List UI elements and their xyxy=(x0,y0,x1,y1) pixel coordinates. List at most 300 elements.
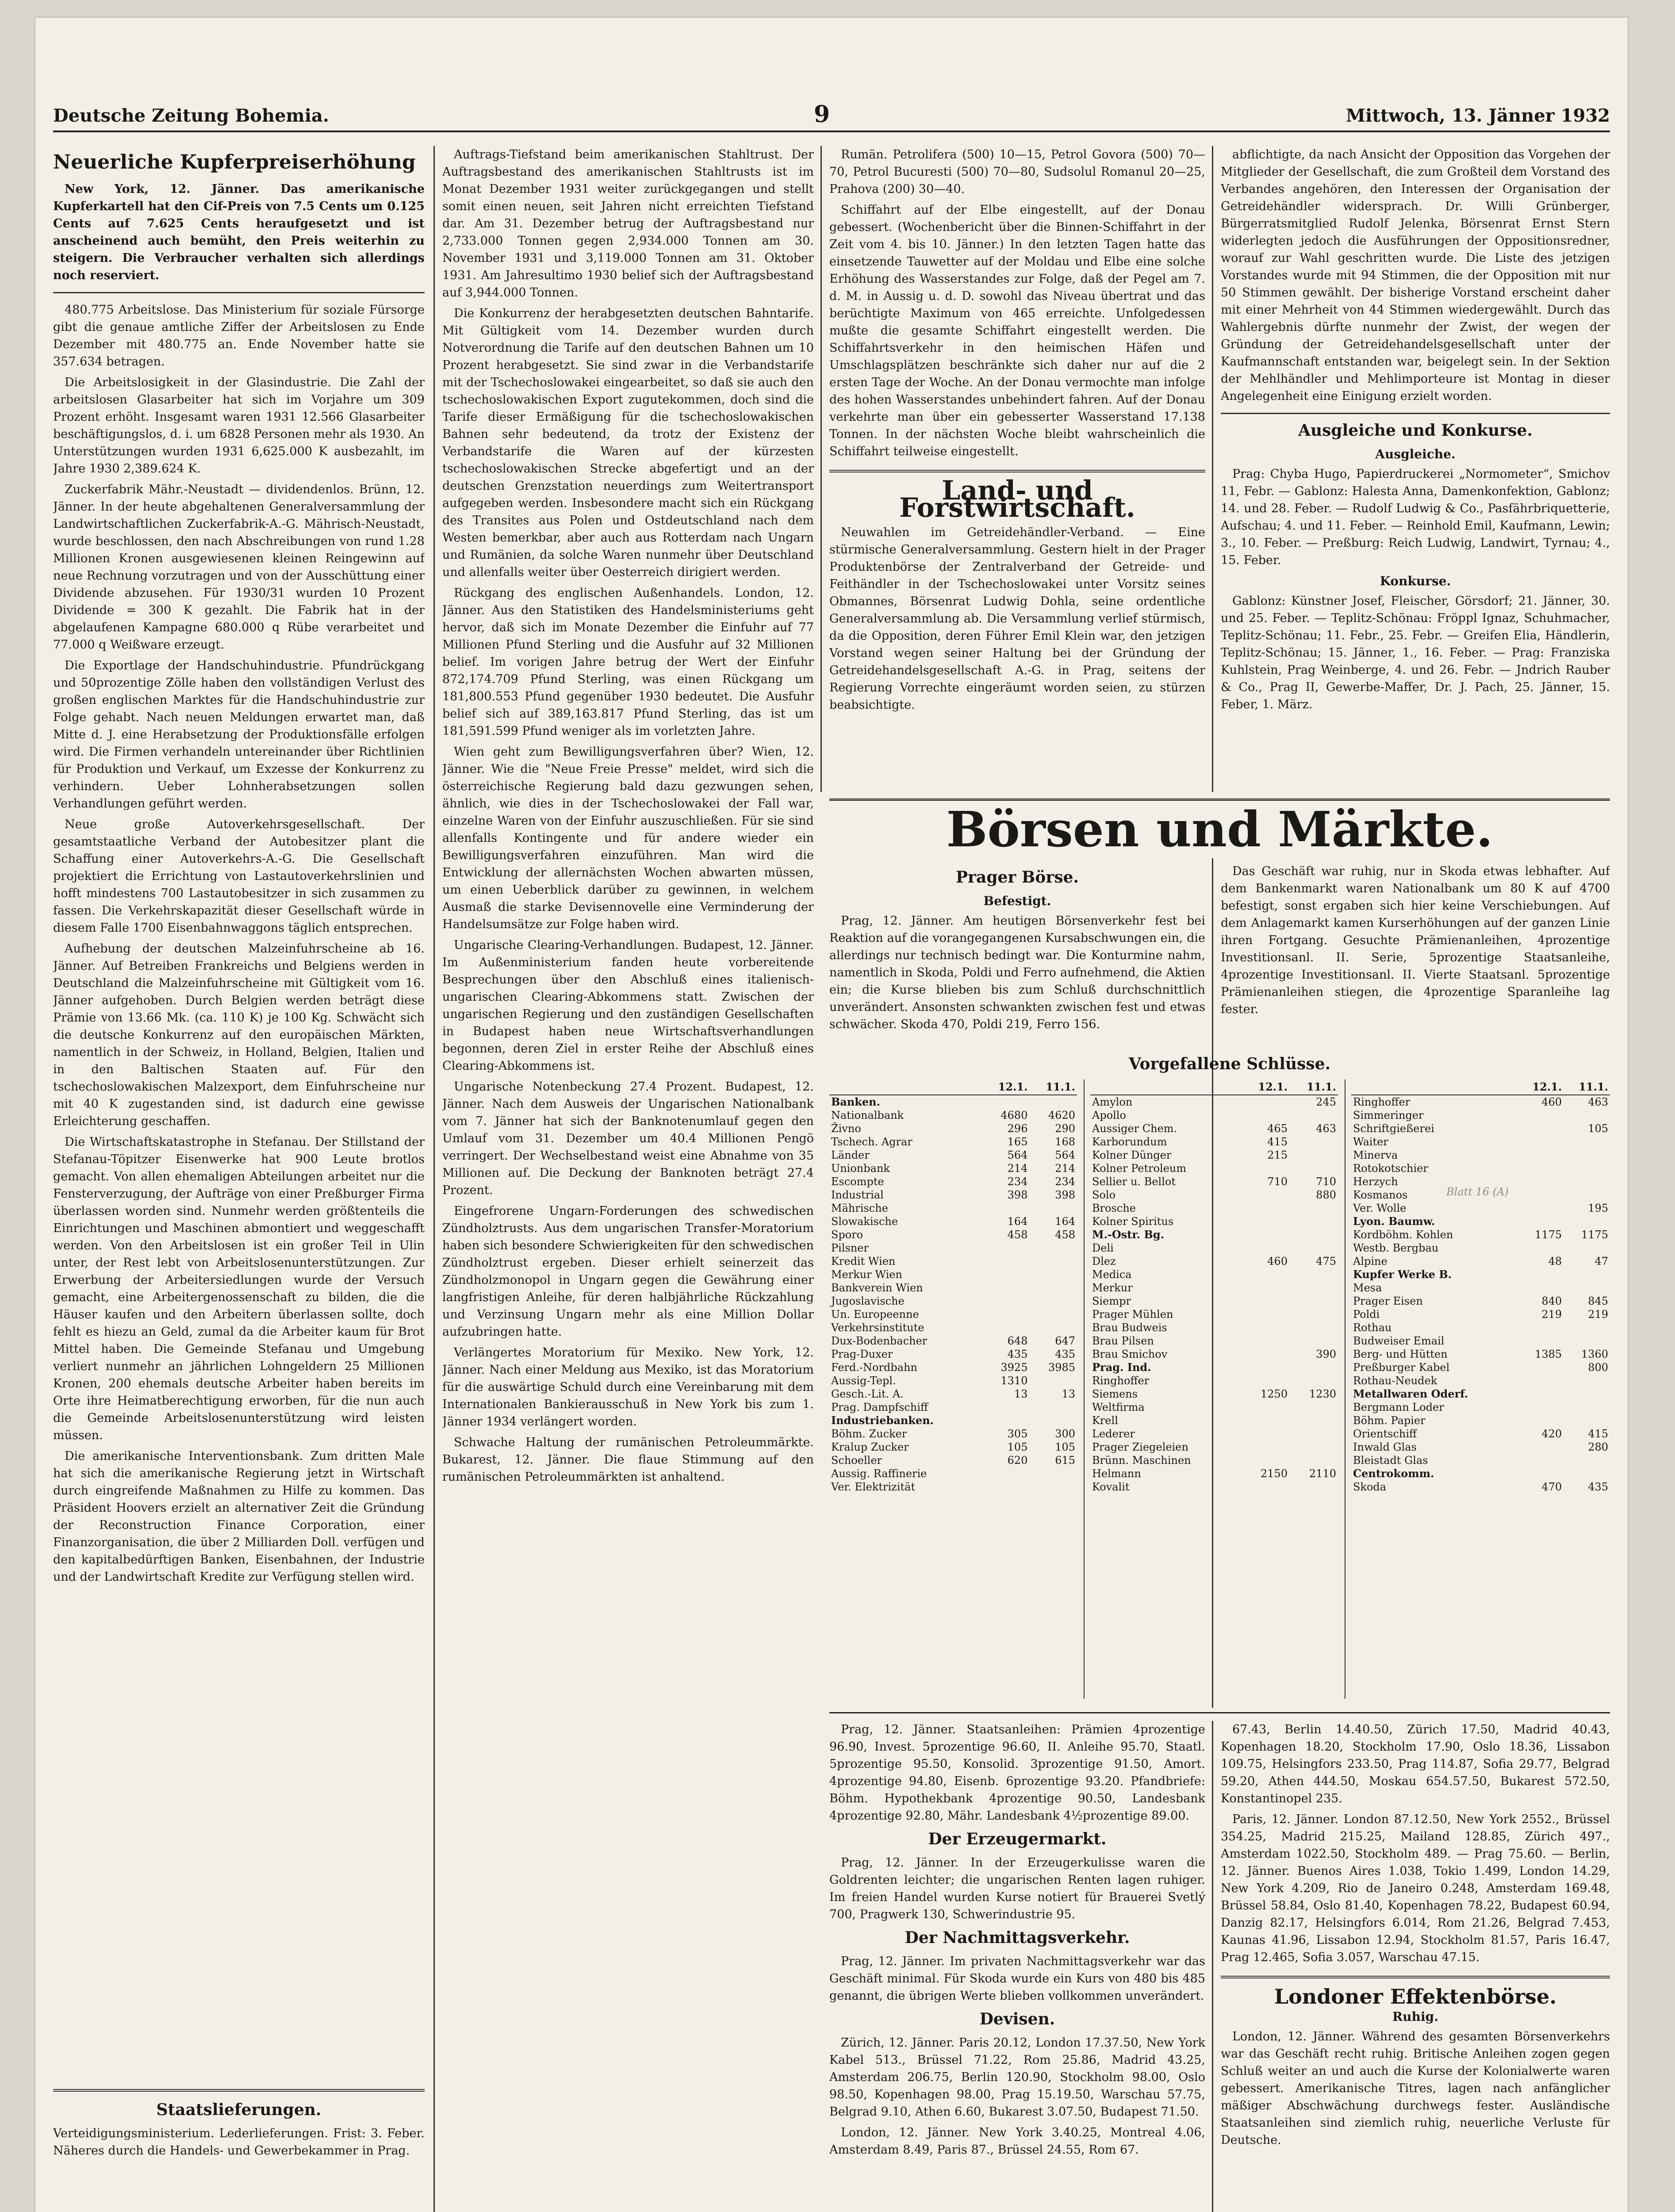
security-name: Escompte xyxy=(831,1175,884,1188)
security-name: Industriebanken. xyxy=(831,1414,934,1427)
quote-value xyxy=(1517,1414,1564,1427)
security-name: Böhm. Zucker xyxy=(831,1428,907,1440)
security-name: Herzych xyxy=(1353,1175,1398,1188)
quote-value: 214 xyxy=(1055,1162,1075,1175)
security-name: Banken. xyxy=(831,1095,880,1108)
quote-value xyxy=(1241,1361,1289,1374)
table-row xyxy=(1090,1281,1338,1294)
article-paragraph: Eingefrorene Ungarn-Forderungen des schwedischen Zündholztrusts. Aus dem ungarischen Transfer-Moratorium haben sich besondere Schwierigkeiten für den schwedischen Zündholztrust ergeben. Dieser erhielt seinerzeit das Zündholzmonopol in Ungarn gegen die Gewährung einer langfristigen Anleihe, für deren halbjährliche Rückzahlung und Verzinsung Ungarn mehr als eine Million Dollar aufzubringen hatte. xyxy=(442,1204,814,1339)
col-header: 11.1. xyxy=(1289,1079,1338,1095)
quote-value xyxy=(1289,1162,1338,1175)
quote-value xyxy=(1289,1480,1338,1494)
table-row xyxy=(1090,1308,1338,1321)
quote-value: 398 xyxy=(1007,1189,1028,1201)
table-row xyxy=(829,1387,1077,1401)
quote-value xyxy=(1517,1281,1564,1294)
quote-value xyxy=(1289,1374,1338,1387)
quote-value: 800 xyxy=(1588,1361,1608,1374)
column-4 xyxy=(1221,146,1610,792)
table-row xyxy=(1090,1374,1338,1387)
table-row xyxy=(1351,1228,1610,1241)
quote-value xyxy=(1517,1467,1564,1480)
security-name: Ringhoffer xyxy=(1353,1096,1411,1108)
quote-value: 465 xyxy=(1267,1122,1288,1135)
security-name: Ver. Elektrizität xyxy=(831,1481,916,1493)
quote-value: 296 xyxy=(1007,1122,1028,1135)
security-name: Brosche xyxy=(1092,1202,1136,1214)
quote-value xyxy=(1564,1135,1610,1148)
quote-value xyxy=(982,1095,1030,1109)
article-paragraph: Schwache Haltung der rumänischen Petroleummärkte. Bukarest, 12. Jänner. Die flaue Stimmung auf den rumänischen Petroleummärkten ist anhaltend. xyxy=(442,1436,814,1484)
quote-value xyxy=(1564,1321,1610,1334)
security-name: Weltfirma xyxy=(1092,1401,1145,1413)
quotes-table xyxy=(1090,1079,1338,1494)
issue-date: Mittwoch, 13. Jänner 1932 xyxy=(1345,105,1610,126)
quote-value xyxy=(1241,1427,1289,1440)
prague-exchange-continued xyxy=(1221,863,1610,1048)
quote-value xyxy=(1241,1095,1289,1109)
security-name: Lyon. Baumw. xyxy=(1353,1215,1435,1228)
section-title-markets: Börsen und Märkte. xyxy=(946,801,1493,858)
quote-value xyxy=(1241,1281,1289,1294)
prague-exchange xyxy=(829,863,1205,1048)
security-name: Lederer xyxy=(1092,1428,1135,1440)
table-row xyxy=(829,1268,1077,1281)
quote-value xyxy=(1564,1281,1610,1294)
quote-value xyxy=(1517,1175,1564,1188)
article-paragraph: Die Wirtschaftskatastrophe in Stefanau. Der Stillstand der Stefanau-Töpitzer Eisenwerke hat 900 Leute brotlos gemacht. Von allen ehemaligen Abteilungen arbeitet nur die Fensterverzugung, der Aufträge von einer Preßburger Firma überlassen worden sind. Nunmehr werden größtenteils die Einrichtungen und Maschinen abmontiert und weggeschafft werden. Von den Arbeitslosen ist ein großer Teil in Ulin unter, der Rest lebt von Arbeitslosenunterstützungen. Zur Erwerbung der Arbeitersiedlungen wurde der Versuch gemacht, eine Arbeitergenossenschaft zu bilden, die die Häuser kaufen und den Arbeitern überlassen sollte, doch fehlt es hiezu an Geld, zumal da die Arbeiter kaum für Brot Mittel haben. Die Gemeinde Stefanau und Umgebung verliert nunmehr an jährlichen Lohngeldern 25 Millionen Kronen, 200 ehemals deutsche Arbeiter haben bereits im Orte ihre Heimatberechtigung erworben, für die nun auch die Gemeinde Arbeitslosenunterstützung wird leisten müssen. xyxy=(53,1135,425,1442)
separator xyxy=(1221,1976,1610,1978)
article-title: Neuerliche Kupferpreiserhöhung xyxy=(53,151,416,173)
security-name: Gesch.-Lit. A. xyxy=(831,1388,904,1400)
security-name: Kredit Wien xyxy=(831,1255,896,1267)
quote-value xyxy=(1289,1281,1338,1294)
security-name: Brünn. Maschinen xyxy=(1092,1454,1191,1467)
security-name: Schoeller xyxy=(831,1454,882,1467)
table-row xyxy=(829,1095,1077,1109)
security-name: Un. Europeenne xyxy=(831,1308,919,1321)
quote-value xyxy=(1517,1454,1564,1467)
quote-value xyxy=(1517,1387,1564,1401)
table-row xyxy=(1351,1268,1610,1281)
table-row xyxy=(829,1255,1077,1268)
article-paragraph: 67.43, Berlin 14.40.50, Zürich 17.50, Madrid 40.43, Kopenhagen 18.20, Stockholm 17.90, Oslo 18.36, Lissabon 109.75, Helsingfors 233.50, Prag 114.87, Sofia 29.77, Belgrad 59.20, Athen 444.50, Moskau 654.57.50, Bukarest 572.50, Konstantinopel 235. xyxy=(1221,1723,1610,1805)
table-row xyxy=(1351,1109,1610,1122)
table-row xyxy=(829,1162,1077,1175)
security-name: Kosmanos xyxy=(1353,1189,1408,1201)
quote-value: 1230 xyxy=(1309,1388,1336,1400)
article-paragraph: Aufhebung der deutschen Malzeinfuhrscheine ab 16. Jänner. Auf Betreiben Frankreichs und Belgiens werden in Deutschland die Malzeinfuhrscheine mit Gültigkeit vom 16. Jänner aufgehoben. Durch Belgien werden beträgt diese Prämie von 13.66 Mk. (ca. 110 K) je 100 Kg. Schwächt sich die deutsche Konkurrenz auf den europäischen Märkten, namentlich in der Schweiz, in Holland, Belgien, Italien und in den Baltischen Staaten auf. Für den tschechoslowakischen Malzexport, dem Einfuhrscheine nur mit 40 K zugestanden sind, ist dadurch eine gewisse Erleichterung geschaffen. xyxy=(53,942,425,1128)
subsection-title: Konkurse. xyxy=(1380,574,1451,588)
notice-box xyxy=(53,2079,425,2159)
table-row xyxy=(1351,1255,1610,1268)
security-name: Ringhoffer xyxy=(1092,1375,1150,1387)
article-paragraph: Prag, 12. Jänner. In der Erzeugerkulisse waren die Goldrenten leichter; die ungarischen Renten lagen ruhiger. Im freien Handel wurden Kurse notiert für Brauerei Svetlý 700, Pragwerk 130, Schwerindustrie 95. xyxy=(829,1856,1205,1921)
article-paragraph: Ungarische Notenbeckung 27.4 Prozent. Budapest, 12. Jänner. Nach dem Ausweis der Ungarischen Nationalbank vom 7. Jänner hat sich der Banknotenumlauf gegen den Umlauf vom 31. Dezember um 40.4 Millionen Pengö verringert. Der Wechselbestand weist eine Abnahme von 35 Millionen auf. Die Deckung der Banknoten beträgt 27.4 Prozent. xyxy=(442,1080,814,1197)
security-name: Simmeringer xyxy=(1353,1109,1424,1121)
newspaper-name: Deutsche Zeitung Bohemia. xyxy=(53,105,329,126)
margin-mark: Blatt 16 (A) xyxy=(1446,1186,1509,1198)
table-row xyxy=(1090,1255,1338,1268)
quote-value xyxy=(982,1467,1030,1480)
quote-value xyxy=(1517,1361,1564,1374)
security-name: Prager Ziegeleien xyxy=(1092,1441,1188,1453)
table-row xyxy=(829,1361,1077,1374)
quote-value: 710 xyxy=(1316,1175,1336,1188)
article-paragraph: Die Arbeitslosigkeit in der Glasindustrie. Die Zahl der arbeitslosen Glasarbeiter hat sich im Vorjahre um 309 Prozent erhöht. Insgesamt waren 1931 12.566 Glasarbeiter beschäftigungslos, d. i. um 6828 Personen mehr als 1930. An Unterstützungen wurden 1931 6,625.000 K ausbezahlt, im Jahre 1930 2,389.624 K. xyxy=(53,376,425,476)
table-row xyxy=(829,1374,1077,1387)
quote-table-1 xyxy=(829,1079,1077,1494)
quote-value xyxy=(1564,1454,1610,1467)
devisen-title: Devisen. xyxy=(979,2010,1055,2028)
table-row xyxy=(1351,1427,1610,1440)
security-name: Kovalit xyxy=(1092,1481,1130,1493)
security-name: Verkehrsinstitute xyxy=(831,1321,924,1334)
table-row xyxy=(1090,1175,1338,1188)
table-row xyxy=(1090,1095,1338,1109)
quote-value: 48 xyxy=(1548,1255,1562,1267)
article-paragraph: Verlängertes Moratorium für Mexiko. New York, 12. Jänner. Nach einer Meldung aus Mexiko, ist das Moratorium für die auswärtige Schuld durch eine Vereinbarung mit dem Internationalen Bankierausschuß in New York bis zum 1. Jänner 1934 verlängert worden. xyxy=(442,1346,814,1429)
security-name: Prag. Ind. xyxy=(1092,1361,1151,1374)
security-name: Prager Eisen xyxy=(1353,1295,1423,1307)
table-row xyxy=(1351,1321,1610,1334)
article-paragraph: Prag, 12. Jänner. Im privaten Nachmittagsverkehr war das Geschäft minimal. Für Skoda wurde ein Kurs von 480 bis 485 genannt, die übrigen Werte blieben vollkommen unverändert. xyxy=(829,1955,1205,2003)
security-name: Waiter xyxy=(1353,1136,1388,1148)
quote-value: 105 xyxy=(1588,1122,1608,1135)
table-row xyxy=(1351,1467,1610,1480)
article-paragraph: Prag, 12. Jänner. Staatsanleihen: Prämien 4prozentige 96.90, Invest. 5prozentige 96.60, II. Anleihe 95.70, Staatl. 5prozentige 95.50, Konsolid. 3prozentige 91.50, Amort. 4prozentige 94.80, Eisenb. 6prozentige 93.20. Pfandbriefe: Böhm. Hypothekbank 4prozentige 90.50, Landesbank 4prozentige 92.80, Mähr. Landesbank 4½prozentige 89.00. xyxy=(829,1723,1205,1823)
quote-value xyxy=(1029,1241,1077,1255)
table-row xyxy=(829,1480,1077,1494)
security-name: Orientschiff xyxy=(1353,1428,1417,1440)
quote-value: 710 xyxy=(1267,1175,1288,1188)
table-row xyxy=(1351,1281,1610,1294)
page-number: 9 xyxy=(814,101,830,128)
quotes-table xyxy=(829,1079,1077,1494)
security-name: Nationalbank xyxy=(831,1109,904,1121)
table-row xyxy=(829,1308,1077,1321)
afternoon-title: Der Nachmittagsverkehr. xyxy=(905,1928,1130,1947)
article-lead: New York, 12. Jänner. Das amerikanische Kupferkartell hat den Cif-Preis von 7.5 Cents um 0.125 Cents auf 7.625 Cents heraufgesetzt und ist anscheinend auch bemüht, den Preis weiterhin zu steigern. Die Verbraucher verhalten sich allerdings noch reserviert. xyxy=(53,182,425,282)
table-row xyxy=(1090,1202,1338,1215)
quote-value: 470 xyxy=(1541,1481,1562,1493)
table-row xyxy=(1351,1454,1610,1467)
quote-value xyxy=(1517,1135,1564,1148)
quote-value: 564 xyxy=(1007,1149,1028,1161)
security-name: M.-Ostr. Bg. xyxy=(1092,1228,1164,1241)
quote-value xyxy=(1241,1241,1289,1255)
quote-value: 415 xyxy=(1267,1136,1288,1148)
security-name: Alpine xyxy=(1353,1255,1388,1267)
table-row xyxy=(829,1148,1077,1162)
col-header: 12.1. xyxy=(1241,1079,1289,1095)
security-name: Böhm. Papier xyxy=(1353,1414,1426,1427)
quote-value: 13 xyxy=(1014,1388,1028,1400)
table-row xyxy=(1090,1414,1338,1427)
table-row xyxy=(1090,1480,1338,1494)
quote-value: 390 xyxy=(1316,1348,1336,1360)
quote-value xyxy=(1289,1241,1338,1255)
quote-value xyxy=(1241,1348,1289,1361)
col-header xyxy=(1090,1079,1241,1095)
quote-value: 2110 xyxy=(1309,1467,1336,1480)
quotes-table xyxy=(1351,1079,1610,1494)
security-name: Rothau xyxy=(1353,1321,1392,1334)
article-paragraph: Die amerikanische Interventionsbank. Zum dritten Male hat sich die amerikanische Regierung jetzt in Wirtschaft durch eingreifende Maßnahmen zu Hilfe zu kommen. Das Präsident Hoovers erzielt an alternativer Zeit die Gründung der Reconstruction Finance Corporation, einer Finanzorganisation, die über 2 Milliarden Doll. verfügen und den kapitalbedürftigen Banken, Eisenbahnen, der Industrie und der Landwirtschaft Kredite zur Verfügung stellen wird. xyxy=(53,1449,425,1584)
quote-value xyxy=(1564,1387,1610,1401)
quote-value xyxy=(1517,1268,1564,1281)
security-name: Schriftgießerei xyxy=(1353,1122,1434,1135)
table-row xyxy=(829,1440,1077,1454)
security-name: Prag. Dampfschiff xyxy=(831,1401,928,1413)
table-row xyxy=(1090,1162,1338,1175)
quote-value xyxy=(1241,1374,1289,1387)
table-row xyxy=(829,1427,1077,1440)
london-exchange-subtitle: Ruhig. xyxy=(1392,2009,1438,2024)
table-row xyxy=(829,1454,1077,1467)
quote-value: 13 xyxy=(1062,1388,1075,1400)
column-rule xyxy=(1084,1079,1085,1699)
col-header xyxy=(829,1079,982,1095)
quote-value xyxy=(1517,1374,1564,1387)
quote-value xyxy=(1241,1109,1289,1122)
table-row xyxy=(1351,1202,1610,1215)
security-name: Solo xyxy=(1092,1189,1116,1201)
quote-value xyxy=(1029,1414,1077,1427)
quote-value: 458 xyxy=(1055,1229,1075,1241)
quote-value: 164 xyxy=(1007,1215,1028,1228)
quote-value xyxy=(1517,1122,1564,1135)
table-row xyxy=(829,1122,1077,1135)
quote-value xyxy=(1564,1175,1610,1188)
article-paragraph: Die Exportlage der Handschuhindustrie. Pfundrückgang und 50prozentige Zölle haben den vollständigen Verlust des großen englischen Marktes für die Handschuhindustrie zur Folge gehabt. Nach neuen Meldungen erwartet man, daß Mitte d. J. eine Herabsetzung der Produktionsfälle erfolgen wird. Die Firmen verhandeln untereinander über Richtlinien für Produktion und Verkauf, um Exzesse der Konkurrenz zu verhindern. Ueber Lohnherabsetzungen sollen Verhandlungen geführt werden. xyxy=(53,659,425,810)
security-name: Preßburger Kabel xyxy=(1353,1361,1450,1374)
table-row xyxy=(1351,1348,1610,1361)
security-name: Brau Smichov xyxy=(1092,1348,1168,1360)
quote-value xyxy=(1517,1334,1564,1348)
quote-value xyxy=(1029,1308,1077,1321)
quote-value xyxy=(1289,1308,1338,1321)
security-name: Budweiser Email xyxy=(1353,1335,1445,1347)
quote-value xyxy=(1564,1401,1610,1414)
security-name: Pilsner xyxy=(831,1242,869,1254)
table-row xyxy=(829,1348,1077,1361)
article-paragraph: Prag: Chyba Hugo, Papierdruckerei „Normometer“, Smichov 11, Febr. — Gablonz: Halesta Anna, Damenkonfektion, Gablonz; 14. und 28. Feber. — Rudolf Ludwig & Co., Pasfährbriquetterie, Aufschau; 4. und 11. Feber. — Reinhold Emil, Kaufmann, Lewin; 3., 10. Feber. — Preßburg: Reich Ludwig, Landwirt, Tyrnau; 4., 15. Feber. xyxy=(1221,467,1610,567)
quote-value xyxy=(1517,1202,1564,1215)
quote-value: 234 xyxy=(1007,1175,1028,1188)
quote-value: 648 xyxy=(1007,1335,1028,1347)
security-name: Centrokomm. xyxy=(1353,1467,1434,1480)
security-name: Bleistadt Glas xyxy=(1353,1454,1428,1467)
table-row xyxy=(829,1467,1077,1480)
quote-value xyxy=(1289,1440,1338,1454)
quote-value xyxy=(1241,1454,1289,1467)
quote-value xyxy=(1241,1228,1289,1241)
table-row xyxy=(1090,1188,1338,1202)
quote-value xyxy=(1517,1241,1564,1255)
security-name: Amylon xyxy=(1092,1096,1133,1108)
quote-value xyxy=(1289,1215,1338,1228)
security-name: Mesa xyxy=(1353,1282,1382,1294)
quote-value: 165 xyxy=(1007,1136,1028,1148)
security-name: Bankverein Wien xyxy=(831,1282,923,1294)
security-name: Krell xyxy=(1092,1414,1118,1427)
quote-value xyxy=(1564,1148,1610,1162)
quote-value: 398 xyxy=(1055,1189,1075,1201)
quote-value: 305 xyxy=(1007,1428,1028,1440)
article-paragraph: Zürich, 12. Jänner. Paris 20.12, London 17.37.50, New York Kabel 513., Brüssel 71.22, Rom 25.86, Madrid 43.25, Amsterdam 206.75, Berlin 120.90, Stockholm 98.00, Oslo 98.50, Kopenhagen 98.00, Prag 15.19.50, Warschau 57.75, Belgrad 9.10, Athen 6.60, Bukarest 3.07.50, Budapest 71.50. xyxy=(829,2036,1205,2119)
quote-value xyxy=(1029,1095,1077,1109)
table-row xyxy=(1090,1440,1338,1454)
table-row xyxy=(829,1202,1077,1215)
markets-lower-right xyxy=(1221,1721,1610,2212)
quote-value: 215 xyxy=(1267,1149,1288,1161)
quote-value xyxy=(1289,1294,1338,1308)
quote-value: 435 xyxy=(1055,1348,1075,1360)
security-name: Berg- und Hütten xyxy=(1353,1348,1448,1360)
quote-value: 214 xyxy=(1007,1162,1028,1175)
quote-value xyxy=(1289,1268,1338,1281)
col-header: 11.1. xyxy=(1029,1079,1077,1095)
separator xyxy=(53,2089,425,2092)
article-paragraph: London, 12. Jänner. New York 3.40.25, Montreal 4.06, Amsterdam 8.49, Paris 87., Brüssel 24.55, Rom 67. xyxy=(829,2126,1205,2157)
quote-value: 234 xyxy=(1055,1175,1075,1188)
quote-value xyxy=(982,1255,1030,1268)
table-row xyxy=(829,1241,1077,1255)
table-row xyxy=(829,1414,1077,1427)
quote-value xyxy=(1241,1440,1289,1454)
quote-value: 1250 xyxy=(1261,1388,1288,1400)
security-name: Sporo xyxy=(831,1229,863,1241)
security-name: Dlez xyxy=(1092,1255,1116,1267)
column-rule xyxy=(1212,1721,1213,2212)
table-row xyxy=(829,1188,1077,1202)
table-row xyxy=(829,1175,1077,1188)
quote-value xyxy=(1241,1294,1289,1308)
quote-value xyxy=(1029,1268,1077,1281)
quote-value: 460 xyxy=(1267,1255,1288,1267)
erzeuger-title: Der Erzeugermarkt. xyxy=(928,1830,1107,1848)
table-row xyxy=(1090,1148,1338,1162)
article-paragraph: Das Geschäft war ruhig, nur in Skoda etwas lebhafter. Auf dem Bankenmarkt waren Nationalbank um 80 K auf 4700 befestigt, sonst ergaben sich hier keine Verschiebungen. Auf dem Anlagemarkt kamen Kurserhöhungen auf der ganzen Linie ihren Fortgang. Gesuchte Prämienanleihen, 4prozentige Investitionsanl. II. Serie, 5prozentige Staatsanleihe, 4prozentige Investitionsanl. II. Vierte Staatsanl. 5prozentige Prämienanleihen stiegen, die 4prozentige Sparanleihe lag fester. xyxy=(1221,864,1610,1016)
quote-value: 245 xyxy=(1316,1096,1336,1108)
table-row xyxy=(1351,1122,1610,1135)
quote-value: 840 xyxy=(1541,1295,1562,1307)
quote-value: 475 xyxy=(1316,1255,1336,1267)
article-paragraph: Gablonz: Künstner Josef, Fleischer, Görsdorf; 21. Jänner, 30. und 25. Feber. — Teplitz-Schönau: Fröppl Ignaz, Schuhmacher, Teplitz-Schönau; 11. Febr., 25. Febr. — Greifen Elia, Händlerin, Teplitz-Schönau; 15. Jänner, 1., 16. Feber. — Prag: Franziska Kuhlstein, Prag Weinberge, 4. und 26. Febr. — Jndrich Rauber & Co., Prag II, Gewerbe-Maffer, Dr. J. Pach, 25. Jänner, 15. Feber, 1. März. xyxy=(1221,594,1610,711)
quote-value: 105 xyxy=(1007,1441,1028,1453)
quote-value: 168 xyxy=(1055,1136,1075,1148)
column-rule xyxy=(820,146,822,792)
quote-value xyxy=(1029,1401,1077,1414)
column-rule xyxy=(433,146,435,2212)
column-rule xyxy=(1212,146,1213,792)
security-name: Jugoslavische xyxy=(831,1295,905,1307)
quote-value: 219 xyxy=(1588,1308,1608,1321)
quote-value xyxy=(1564,1241,1610,1255)
col-header: 12.1. xyxy=(1517,1079,1564,1095)
quote-value xyxy=(1241,1480,1289,1494)
article-paragraph: Die Konkurrenz der herabgesetzten deutschen Bahntarife. Mit Gültigkeit vom 14. Dezember wurden durch Notverordnung die Tarife auf den deutschen Bahnen um 10 Prozent herabgesetzt. Sie sind zwar in die Verbandstarife mit der Tschechoslowakei eingearbeitet, so daß sie auch den tschechoslowakischen Export zugutekommen, doch sind die Tarife dieser Ermäßigung für die tschechoslowakischen Bahnen sehr bedeutend, da trotz der Existenz der Verbandstarife die Waren auf der kürzesten tschechoslowakischen Strecke abgefertigt und an der deutschen Grenzstation neuerdings zum Weitertransport aufgegeben werden. Insbesondere macht sich ein Rückgang des Transites aus Polen und Ostdeutschland nach dem Westen bemerkbar, aber auch aus Rotterdam nach Ungarn und Rumänien, da solche Waren nunmehr über Deutschland und allenfalls weiter über Oesterreich dirigiert werden. xyxy=(442,307,814,579)
article-paragraph: Neue große Autoverkehrsgesellschaft. Der gesamtstaatliche Verband der Autobesitzer plant die Schaffung einer Autoverkehrs-A.-G. Die Gesellschaft projektiert die Errichtung von Lastautoverkehrslinien und hofft mindestens 700 Lastautobesitzer in sich zusammen zu fassen. Die Verkehrskapazität dieser Gesellschaft würde in diesem Falle 1700 Eisenbahnwaggons täglich entsprechen. xyxy=(53,818,425,935)
quote-value xyxy=(1241,1321,1289,1334)
security-name: Metallwaren Oderf. xyxy=(1353,1387,1468,1400)
quote-value xyxy=(1029,1467,1077,1480)
table-row xyxy=(1351,1294,1610,1308)
quote-value: 458 xyxy=(1007,1229,1028,1241)
quote-value xyxy=(1289,1148,1338,1162)
column-3 xyxy=(829,146,1205,792)
security-name: Siempr xyxy=(1092,1295,1131,1307)
quote-value xyxy=(1517,1162,1564,1175)
quote-value xyxy=(1289,1202,1338,1215)
quote-value: 2150 xyxy=(1261,1467,1288,1480)
article-paragraph: Rückgang des englischen Außenhandels. London, 12. Jänner. Aus den Statistiken des Handelsministeriums geht hervor, daß sich im Monate Dezember die Einfuhr auf 77 Millionen Pfund Sterling und die Ausfuhr auf 32 Millionen belief. Im vorigen Jahre betrug der Wert der Einfuhr 872,174.709 Pfund Sterling, was einen Rückgang um 181,800.553 Pfund gegenüber 1930 bedeutet. Die Ausfuhr belief sich auf 389,163.817 Pfund Sterling, das ist um 181,591.599 Pfund weniger als im vorletzten Jahre. xyxy=(442,586,814,738)
security-name: Apollo xyxy=(1092,1109,1126,1121)
table-row xyxy=(1090,1427,1338,1440)
quote-value xyxy=(1029,1480,1077,1494)
quote-value xyxy=(1517,1440,1564,1454)
article-paragraph: Ungarische Clearing-Verhandlungen. Budapest, 12. Jänner. Im Außenministerium fanden heute vorbereitende Besprechungen über den Abschluß eines italienisch-ungarischen Clearing-Abkommens statt. Zwischen der ungarischen Regierung und den zuständigen Gesellschaften in Budapest haben neue Wirtschaftsverhandlungen begonnen, deren Ziel in erster Reihe der Abschluß eines Clearing-Abkommens ist. xyxy=(442,938,814,1073)
quote-value: 1360 xyxy=(1581,1348,1608,1360)
table-row xyxy=(829,1294,1077,1308)
article-paragraph: Rumän. Petroliferа (500) 10—15, Petrol Govora (500) 70—70, Petrol Bucuresti (500) 70—80, Sudsolul Romanul 20—25, Prahova (200) 30—40. xyxy=(829,148,1205,196)
security-name: Rotokotschier xyxy=(1353,1162,1428,1175)
quote-value xyxy=(1241,1202,1289,1215)
security-name: Prager Mühlen xyxy=(1092,1308,1173,1321)
security-name: Kupfer Werke B. xyxy=(1353,1268,1452,1281)
table-row xyxy=(1090,1228,1338,1241)
article-paragraph: Zuckerfabrik Mähr.-Neustadt — dividendenlos. Brünn, 12. Jänner. In der heute abgehaltenen Generalversammlung der Landwirtschaftlichen Zuckerfabrik-A.-G. Mährisch-Neustadt, wurde beschlossen, den nach Abschreibungen von rund 1.28 Millionen Kronen ausgewiesenen kleinen Reingewinn auf neue Rechnung vorzutragen und von der Ausschüttung einer Dividende abzusehen. Für 1930/31 wurden 10 Prozent Dividende = 300 K gezahlt. Die Fabrik hat in der abgelaufenen Kampagne 680.000 q Rübe verarbeitet und 77.000 q Weißware erzeugt. xyxy=(53,483,425,652)
table-row xyxy=(1351,1374,1610,1387)
security-name: Tschech. Agrar xyxy=(831,1136,912,1148)
col-header: 11.1. xyxy=(1564,1079,1610,1095)
quote-value: 463 xyxy=(1316,1122,1336,1135)
section-title-agriculture: Land- und Forstwirtschaft. xyxy=(899,475,1135,523)
quote-value xyxy=(1029,1321,1077,1334)
separator xyxy=(829,470,1205,472)
security-name: Länder xyxy=(831,1149,870,1161)
table-row xyxy=(1351,1162,1610,1175)
security-name: Kolner Petroleum xyxy=(1092,1162,1187,1175)
table-row xyxy=(829,1401,1077,1414)
quote-value xyxy=(1241,1414,1289,1427)
security-name: Industrial xyxy=(831,1189,884,1201)
security-name: Kordböhm. Kohlen xyxy=(1353,1229,1453,1241)
security-name: Ferd.-Nordbahn xyxy=(831,1361,917,1374)
quote-value xyxy=(1564,1334,1610,1348)
article-paragraph: abflichtigte, da nach Ansicht der Opposition das Vorgehen der Mitglieder der Gesellschaft, die zum Großteil dem Vorstand des Verbandes angehören, den Interessen der Organisation der Getreidehändler widersprach. Dr. Willi Grünberger, Bürgerratsmitglied Rudolf Jelenka, Börsenrat Ernst Stern widerlegten jedoch die Ausführungen der Oppositionsredner, worauf zur Wahl geschritten wurde. Die Liste des jetzigen Vorstandes wurde mit 94 Stimmen, die der Opposition mit nur 50 Stimmen gewählt. Der bisherige Vorstand erscheint daher mit einer Mehrheit von 44 Stimmen wiedergewählt. Durch das Wahlergebnis dürfte nunmehr der Zwist, der wegen der Gründung der Getreidehandelsgesellschaft unter der Kaufmannschaft entstanden war, beigelegt sein. In der Sektion der Mehlhändler und Mehlimporteure ist Montag in dieser Angelegenheit eine Einigung erzielt worden. xyxy=(1221,148,1610,403)
table-row xyxy=(1090,1122,1338,1135)
security-name: Helmann xyxy=(1092,1467,1141,1480)
separator xyxy=(53,292,425,293)
quote-table-2 xyxy=(1090,1079,1338,1494)
article-paragraph: Prag, 12. Jänner. Am heutigen Börsenverkehr fest bei Reaktion auf die vorangegangenen Kursabschwungen ein, die allerdings nur technisch bedingt war. Die Konturmine nahm, namentlich in Skoda, Poldi und Ferro aufnehmend, die Aktien ein; die Kurse blieben bis zum Schluß durchschnittlich unverändert. Ansonsten schwankten zwischen fest und etwas schwächer. Skoda 470, Poldi 219, Ferro 156. xyxy=(829,914,1205,1031)
quote-value xyxy=(1029,1281,1077,1294)
quote-value xyxy=(1289,1321,1338,1334)
quote-value xyxy=(1029,1255,1077,1268)
security-name: Aussig-Tepl. xyxy=(831,1375,896,1387)
markets-lower-left xyxy=(829,1721,1205,2212)
security-name: Sellier u. Bellot xyxy=(1092,1175,1176,1188)
quote-value xyxy=(1241,1162,1289,1175)
quote-value xyxy=(1289,1401,1338,1414)
newspaper-page xyxy=(35,18,1628,2212)
security-name: Westb. Bergbau xyxy=(1353,1242,1439,1254)
quote-value xyxy=(1564,1162,1610,1175)
col-header xyxy=(1351,1079,1517,1095)
table-row xyxy=(1090,1135,1338,1148)
